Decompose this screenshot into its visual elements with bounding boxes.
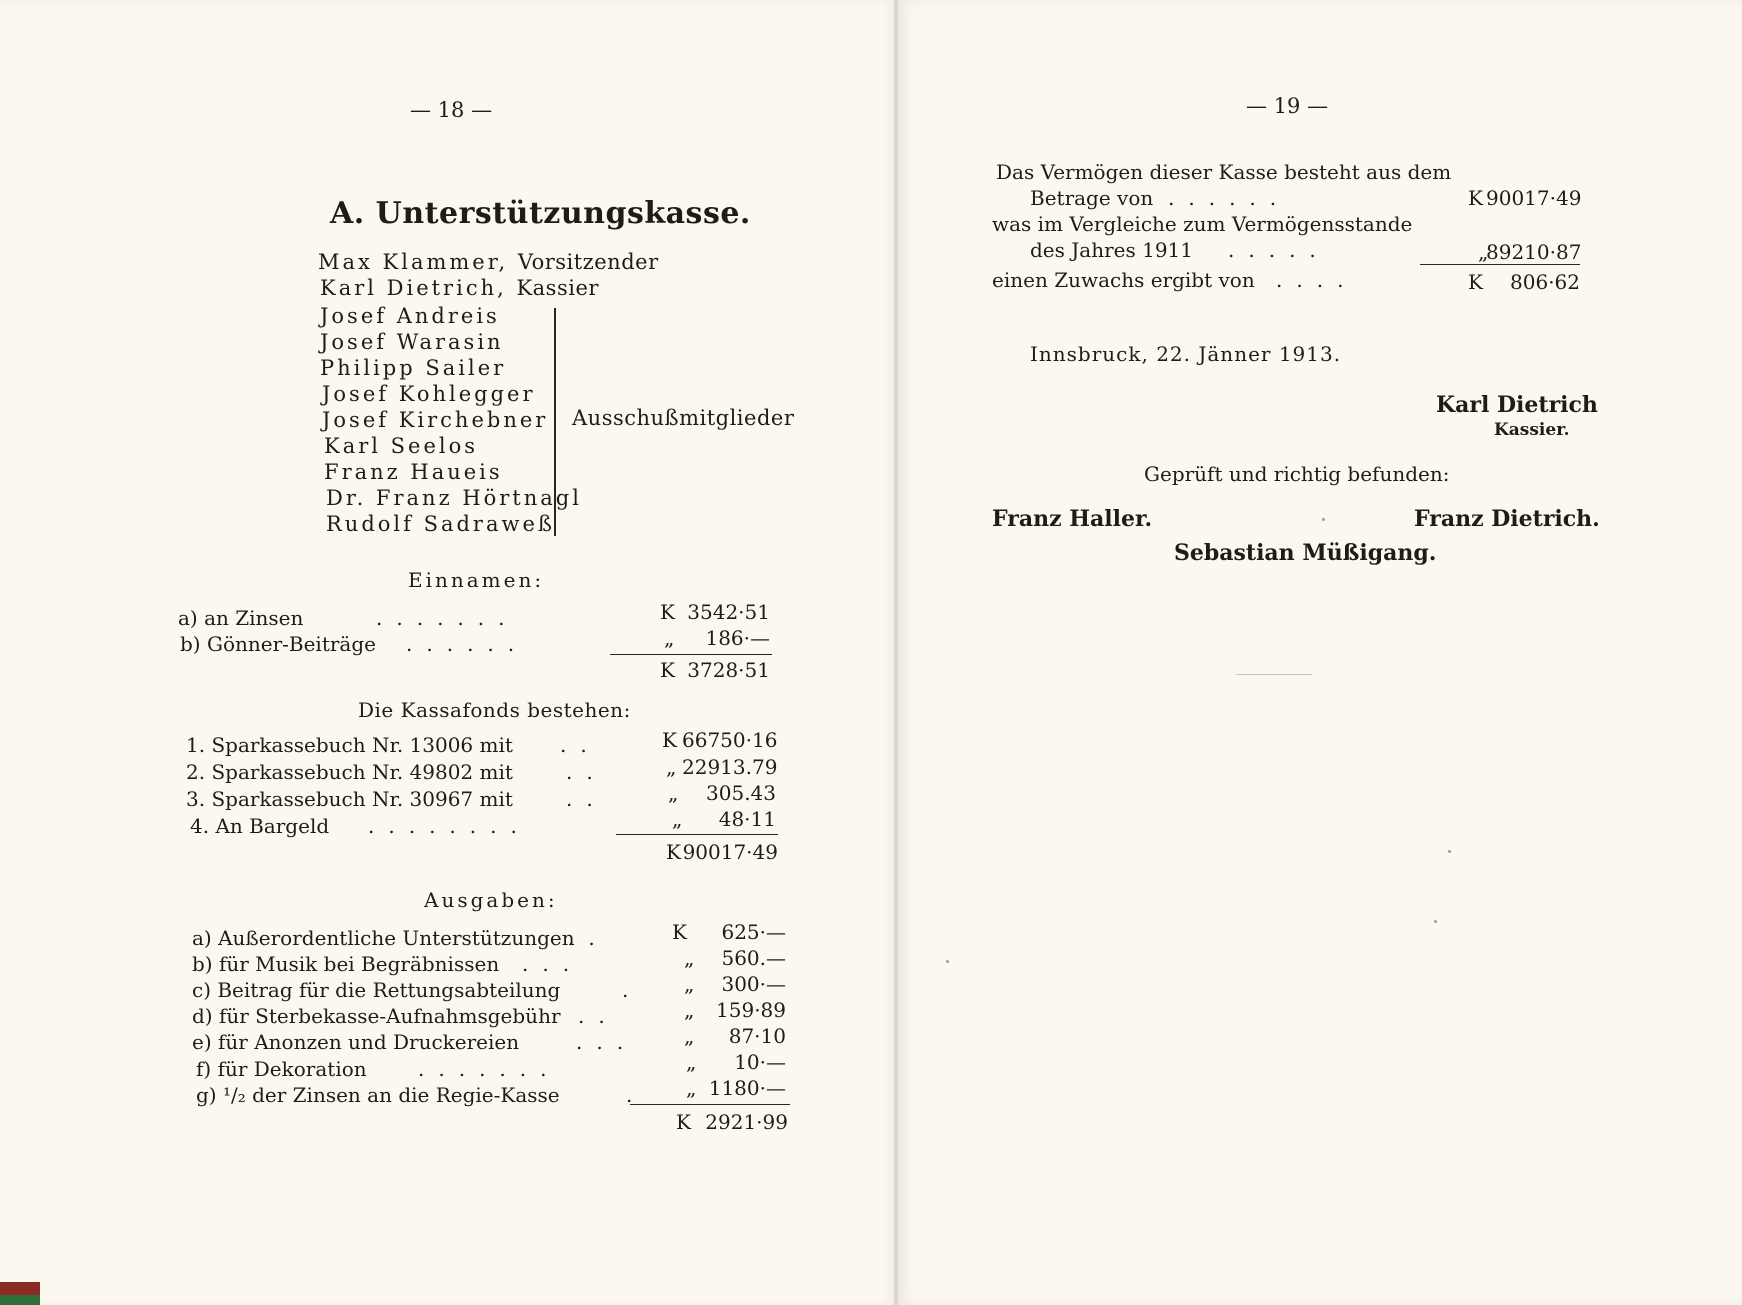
leader-dots: .. [568,926,609,950]
expense-row-label: f) für Dekoration [196,1057,367,1081]
funds-row-label: 3. Sparkassebuch Nr. 30967 mit [186,787,513,811]
leader-dots: ....... [376,606,519,630]
paper-speck [1434,920,1437,923]
summary-line: des Jahres 1911 [1030,238,1193,262]
leader-dots: . [622,978,643,1002]
expense-amount: 87·10 [728,1024,786,1048]
leader-dots: .... [1276,268,1358,292]
currency-mark: „ [664,626,675,650]
expenses-total: 2921·99 [705,1110,788,1134]
committee-member: Philipp Sailer [320,356,507,380]
currency-mark: „ [684,946,695,970]
committee-brace [540,308,556,536]
member-chair [318,250,659,274]
paper-speck [1448,850,1451,853]
sum-rule [1420,264,1580,265]
expenses-heading: Ausgaben: [424,888,558,912]
leader-dots: ...... [406,632,529,656]
leader-dots: .. [578,1004,619,1028]
paper-speck [1322,518,1325,521]
currency-mark: K [660,600,675,624]
summary-line: Das Vermögen dieser Kasse besteht aus dem [996,160,1452,184]
auditor-signature: Franz Haller. [992,506,1153,532]
expense-amount: 159·89 [716,998,786,1022]
currency-mark: K [1468,270,1483,294]
leader-dots: ..... [1228,238,1330,262]
income-row-label: a) an Zinsen [178,606,304,630]
funds-amount: 66750·16 [682,728,778,752]
funds-row-label: 4. An Bargeld [190,814,330,838]
currency-mark: K [662,728,677,752]
income-row-label: b) Gönner-Beiträge [180,632,376,656]
expense-row-label: c) Beitrag für die Rettungsabteilung [192,978,561,1002]
committee-member: Josef Warasin [320,330,504,354]
right-page [898,0,1742,1305]
summary-line: was im Vergleiche zum Vermögensstande [992,212,1413,236]
summary-amount: 806·62 [1510,270,1580,294]
committee-member: Karl Seelos [324,434,479,458]
committee-member: Dr. Franz Hörtnagl [326,486,582,510]
expense-row-label: g) ¹/₂ der Zinsen an die Regie-Kasse [196,1083,560,1107]
treasurer-signature: Karl Dietrich [1436,392,1598,418]
committee-member: Josef Andreis [320,304,500,328]
funds-total: 90017·49 [682,840,778,864]
leader-dots: .. [560,733,601,757]
committee-member: Rudolf Sadraweß [326,512,555,536]
funds-amount: 22913.79 [682,755,778,779]
currency-mark: „ [672,807,683,831]
expense-amount: 300·— [721,972,786,996]
member-role: Vorsitzender [517,250,659,274]
currency-mark: „ [668,781,679,805]
expense-amount: 560.— [721,946,786,970]
currency-mark: K [1468,186,1483,210]
income-amount: 186·— [705,626,770,650]
leader-dots: ...... [1168,186,1291,210]
section-title: A. Unterstützungskasse. [330,196,751,231]
member-name: Max Klammer, [318,250,509,274]
sum-rule [630,1104,790,1105]
member-name: Karl Dietrich, [320,276,507,300]
income-amount: 3542·51 [687,600,770,624]
funds-amount: 305.43 [706,781,776,805]
leader-dots: ........ [368,814,531,838]
binding-edge-green [0,1295,40,1305]
auditor-signature: Sebastian Müßigang. [1174,540,1437,566]
sum-rule [610,654,772,655]
expense-row-label: a) Außerordentliche Unterstützungen [192,926,575,950]
expense-row-label: e) für Anonzen und Druckereien [192,1030,520,1054]
summary-line: einen Zuwachs ergibt von [992,268,1255,292]
committee-member: Josef Kirchebner [322,408,549,432]
summary-line: Betrage von [1030,186,1154,210]
currency-mark: „ [686,1076,697,1100]
funds-amount: 48·11 [718,807,776,831]
expense-amount: 1180·— [708,1076,786,1100]
leader-dots: ... [576,1030,638,1054]
income-heading: Einnamen: [408,568,545,592]
expense-amount: 625·— [721,920,786,944]
faint-mark [1236,674,1312,675]
funds-heading: Die Kassafonds bestehen: [358,698,631,722]
member-role: Kassier [516,276,599,300]
income-total: 3728·51 [687,658,770,682]
page-number-left: — 18 — [410,98,493,122]
currency-mark: „ [686,1050,697,1074]
committee-member: Josef Kohlegger [322,382,536,406]
paper-speck [946,960,949,963]
currency-mark: „ [684,998,695,1022]
leader-dots: .. [566,787,607,811]
funds-row-label: 1. Sparkassebuch Nr. 13006 mit [186,733,513,757]
leader-dots: ....... [418,1057,561,1081]
summary-amount: 90017·49 [1486,186,1582,210]
currency-mark: „ [684,972,695,996]
summary-amount: 89210·87 [1486,240,1582,264]
sum-rule [616,834,778,835]
funds-row-label: 2. Sparkassebuch Nr. 49802 mit [186,760,513,784]
committee-member: Franz Haueis [324,460,503,484]
treasurer-role: Kassier. [1494,420,1570,440]
page-number-right: — 19 — [1246,94,1329,118]
leader-dots: . [626,1083,647,1107]
expense-row-label: b) für Musik bei Begräbnissen [192,952,500,976]
currency-mark: K [666,840,681,864]
place-date: Innsbruck, 22. Jänner 1913. [1030,342,1342,366]
leader-dots: .. [566,760,607,784]
leader-dots: ... [522,952,584,976]
currency-mark: K [660,658,675,682]
currency-mark: K [672,920,687,944]
expense-row-label: d) für Sterbekasse-Aufnahmsgebühr [192,1004,561,1028]
currency-mark: „ [666,755,677,779]
currency-mark: „ [1478,240,1489,264]
committee-label: Ausschußmitglieder [572,406,795,430]
audit-statement: Geprüft und richtig befunden: [1144,462,1450,486]
currency-mark: „ [684,1024,695,1048]
expense-amount: 10·— [734,1050,786,1074]
auditor-signature: Franz Dietrich. [1414,506,1600,532]
book-gutter [894,0,898,1305]
currency-mark: K [676,1110,691,1134]
member-treasurer [320,276,599,300]
